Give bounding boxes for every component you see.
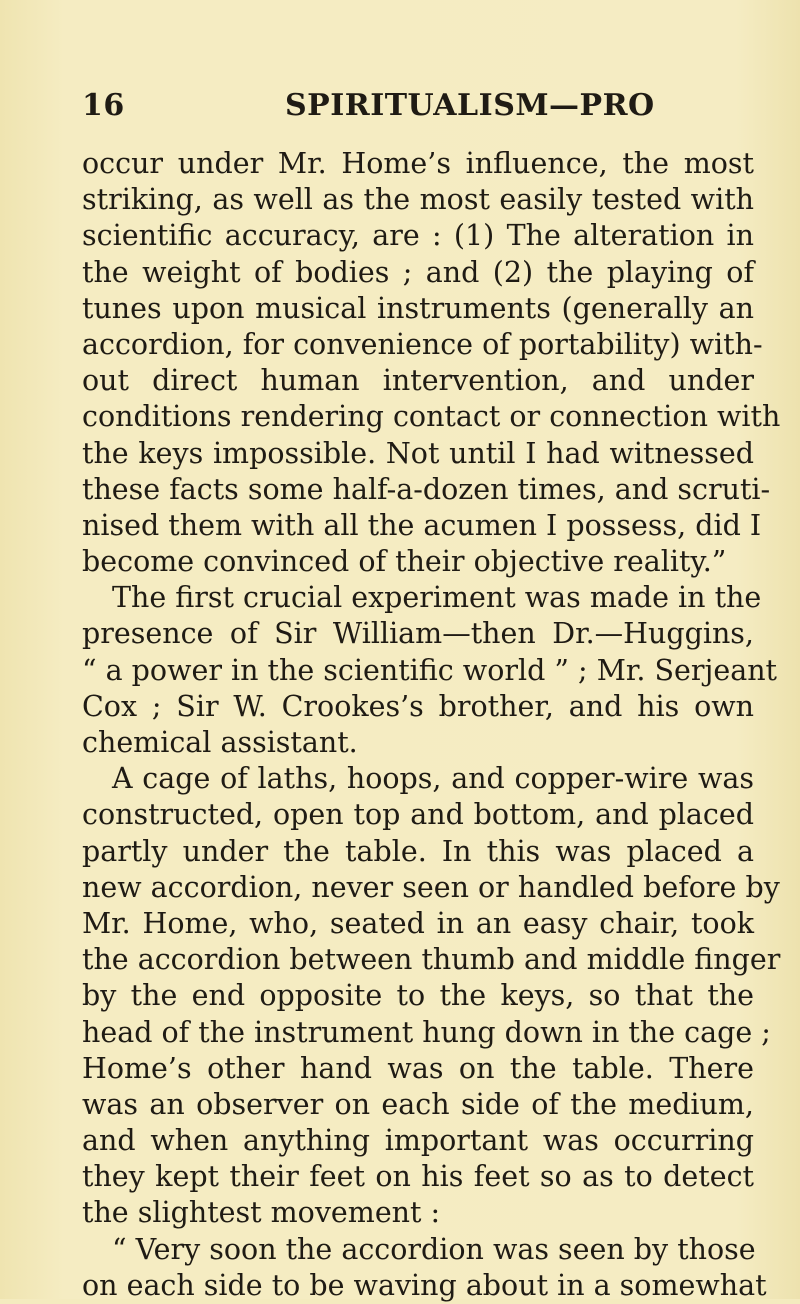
text-line: tunes upon musical instruments (generally an bbox=[82, 291, 754, 325]
text-line: the accordion between thumb and middle finger bbox=[82, 943, 781, 977]
text-line: and when anything important was occurring bbox=[82, 1124, 754, 1158]
page-number: 16 bbox=[82, 88, 125, 123]
running-title: SPIRITUALISM—PRO bbox=[285, 88, 655, 123]
text-line: striking, as well as the most easily tested with bbox=[82, 183, 754, 217]
text-line: they kept their feet on his feet so as to detect bbox=[82, 1160, 754, 1194]
paragraph-end-line: become convinced of their objective reality.” bbox=[82, 545, 727, 579]
text-line: Home’s other hand was on the table. There bbox=[82, 1051, 754, 1085]
paragraph-end-line: the slightest movement : bbox=[82, 1196, 441, 1230]
text-line: on each side to be waving about in a somewhat bbox=[82, 1268, 767, 1302]
paragraph-end-line: chemical assistant. bbox=[82, 726, 358, 759]
text-line: the weight of bodies ; and (2) the playing of bbox=[82, 255, 754, 289]
text-line: presence of Sir William—then Dr.—Huggins, bbox=[82, 617, 754, 651]
text-line: partly under the table. In this was placed a bbox=[82, 834, 754, 868]
text-line: out direct human intervention, and under bbox=[82, 364, 754, 398]
text-line: new accordion, never seen or handled before by bbox=[82, 870, 780, 904]
text-line: occur under Mr. Home’s influence, the most bbox=[82, 147, 754, 180]
text-line: conditions rendering contact or connection with bbox=[82, 400, 781, 434]
paragraph-start-line: “ Very soon the accordion was seen by those bbox=[112, 1232, 756, 1266]
paragraph-start-line: A cage of laths, hoops, and copper-wire was bbox=[112, 762, 754, 796]
text-line: head of the instrument hung down in the cage ; bbox=[82, 1015, 771, 1049]
paragraph-start-line: The first crucial experiment was made in the bbox=[112, 581, 762, 615]
text-line: Cox ; Sir W. Crookes’s brother, and his own bbox=[82, 689, 754, 723]
text-line: accordion, for convenience of portability) with- bbox=[82, 327, 763, 361]
text-line: nised them with all the acumen I possess, did I bbox=[82, 508, 762, 542]
body-text bbox=[82, 146, 781, 1304]
page-header bbox=[0, 88, 800, 132]
text-line: “ a power in the scientific world ” ; Mr. Serjeant bbox=[82, 653, 778, 687]
text-line: these facts some half-a-dozen times, and scruti- bbox=[82, 472, 771, 506]
text-line: was an observer on each side of the medium, bbox=[82, 1087, 754, 1121]
text-line: constructed, open top and bottom, and placed bbox=[82, 798, 754, 832]
text-line: Mr. Home, who, seated in an easy chair, took bbox=[82, 906, 754, 940]
text-line: the keys impossible. Not until I had witnessed bbox=[82, 436, 754, 470]
text-line: scientific accuracy, are : (1) The alteration in bbox=[82, 219, 754, 253]
text-line: by the end opposite to the keys, so that the bbox=[82, 979, 754, 1013]
